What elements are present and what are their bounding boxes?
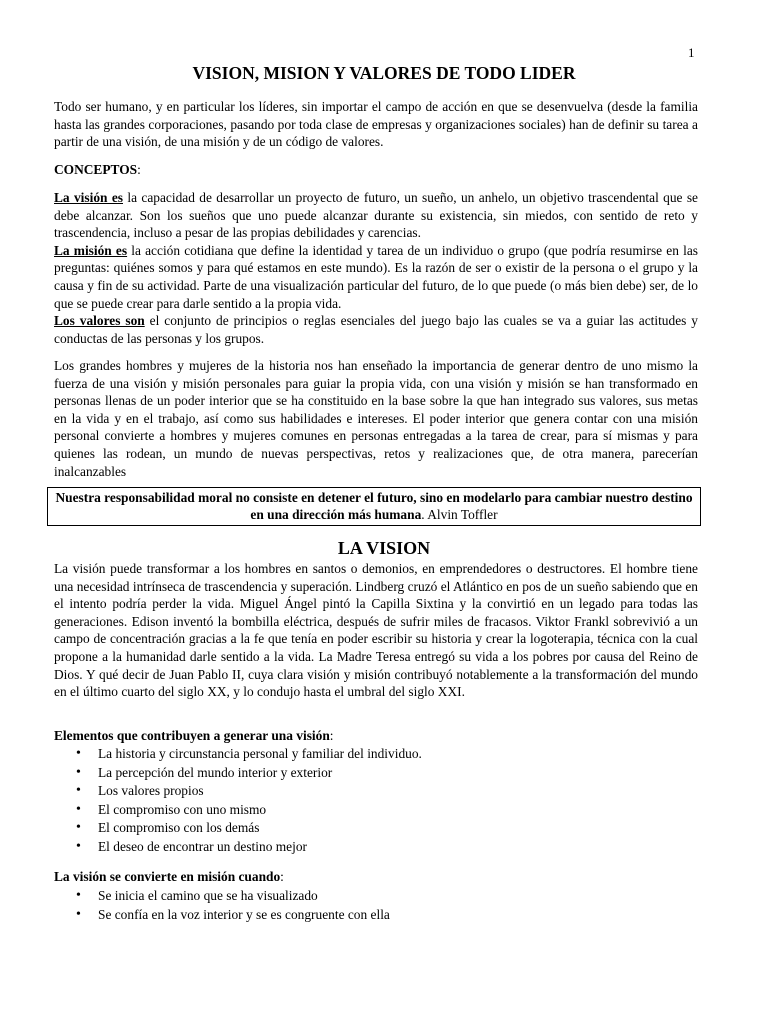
quote-text: Nuestra responsabilidad moral no consiste en detener el futuro, sino en modelarlo para cambiar nuestro destino en una dirección más humana: [55, 490, 693, 522]
list-item: • Se confía en la voz interior y se es congruente con ella: [54, 906, 390, 925]
mision-cuando-heading: La visión se convierte en misión cuando: [54, 869, 281, 884]
intro-text: Todo ser humano, y en particular los líderes, sin importar el campo de acción en que se desenvuelva (desde la familia hasta las grandes corporaciones, pasando por toda clase de empresas y organizaciones sociales) han de definir su tarea a partir de una visión, de una misión y de un código de valores.: [54, 99, 698, 150]
valores-definition: [54, 312, 698, 347]
elementos-heading-line: [54, 728, 334, 744]
vision-definition-text: la capacidad de desarrollar un proyecto de futuro, un sueño, un anhelo, un objetivo trascendental que se debe alcanzar. Son los sueños que uno puede alcanzar durante su existencia, sin miedos, con sentido de reto y trascendencia, incluso a pesar de las propias debilidades y carencias.: [54, 190, 698, 241]
conceptos-heading-line: [54, 161, 698, 179]
quote-author: . Alvin Toffler: [421, 507, 498, 522]
valores-term: Los valores son: [54, 313, 145, 329]
conceptos-definitions: [54, 189, 698, 347]
grandes-paragraph: [54, 357, 698, 480]
list-item: • El compromiso con uno mismo: [54, 801, 422, 820]
mision-cuando-heading-line: [54, 869, 284, 885]
mision-term: La misión es: [54, 242, 128, 258]
vision-term: La visión es: [54, 190, 123, 205]
grandes-text: Los grandes hombres y mujeres de la historia nos han enseñado la importancia de generar dentro de uno mismo la fuerza de una visión y misión personales para guiar la propia vida, con una visión y misión se han transformado en personas llenas de un poder interior que se ha constituido en la base sobre la que han integrado sus valores, sus metas en la vida y en el trabajo, así como sus habilidades e intereses. El poder interior que genera contar con una misión personal convierte a hombres y mujeres comunes en personas entregadas a la tarea de crear, para sí mismas y para quienes las rodean, un mundo de nuevas perspectivas, retos y realizaciones que, de otra manera, parecerían inalcanzables: [54, 358, 698, 479]
list-item: • Se inicia el camino que se ha visualizado: [54, 887, 390, 906]
list-item: • La percepción del mundo interior y exterior: [54, 764, 422, 783]
list-item: • El compromiso con los demás: [54, 819, 422, 838]
vision-paragraph: [54, 560, 698, 701]
page-number: 1: [688, 45, 695, 60]
list-item: • La historia y circunstancia personal y familiar del individuo.: [54, 745, 422, 764]
vision-definition: [54, 189, 698, 242]
mision-cuando-list: [54, 887, 390, 924]
quote-box: [47, 487, 701, 526]
document-title: VISION, MISION Y VALORES DE TODO LIDER: [192, 63, 576, 83]
section-title: LA VISION: [337, 538, 431, 558]
vision-paragraph-text: La visión puede transformar a los hombres en santos o demonios, en emprendedores o destructores. El hombre tiene una necesidad intrínseca de trascendencia y superación. Lindberg cruzó el Atlántico en pos de un sueño sabiendo que en el intento podría perder la vida. Miguel Ángel pintó la Capilla Sixtina y la convirtió en un legado para todas las generaciones. Edison inventó la bombilla eléctrica, después de sufrir miles de fracasos. Viktor Frankl sobrevivió a un campo de concentración gracias a la fe que tenía en poder escribir su historia y crear la logoterapia, técnica con la cual propone a la humanidad darle sentido a la vida. La Madre Teresa entregó su vida a los pobres por causa del Reino de Dios. Y qué decir de Juan Pablo II, cuya clara visión y misión contribuyó notablemente a la transformación del mundo en el último cuarto del siglo XX, y lo condujo hasta el umbral del siglo XXI.: [54, 561, 698, 700]
valores-definition-text: el conjunto de principios o reglas esenciales del juego bajo las cuales se va a guiar las actitudes y conductas de las personas y los grupos.: [54, 313, 698, 346]
list-item: • Los valores propios: [54, 782, 422, 801]
conceptos-colon: :: [137, 162, 141, 177]
mision-definition: [54, 242, 698, 312]
list-item: • El deseo de encontrar un destino mejor: [54, 838, 422, 857]
elementos-colon: :: [329, 728, 334, 743]
elementos-list: [54, 745, 422, 857]
elementos-heading: Elementos que contribuyen a generar una visión: [54, 728, 330, 743]
mision-definition-text: la acción cotidiana que define la identidad y tarea de un individuo o grupo (que podría resumirse en las preguntas: quiénes somos y para qué estamos en este mundo). Es la razón de ser o existir de la persona o el grupo y la causa y fin de su actividad. Parte de una visualización particular del futuro, de lo que puede (o más bien debe) ser, de lo que se puede crear para darle sentido a la propia vida.: [54, 242, 698, 311]
mision-cuando-colon: :: [280, 869, 284, 884]
conceptos-heading: CONCEPTOS: [54, 162, 138, 177]
intro-paragraph: [54, 98, 698, 151]
